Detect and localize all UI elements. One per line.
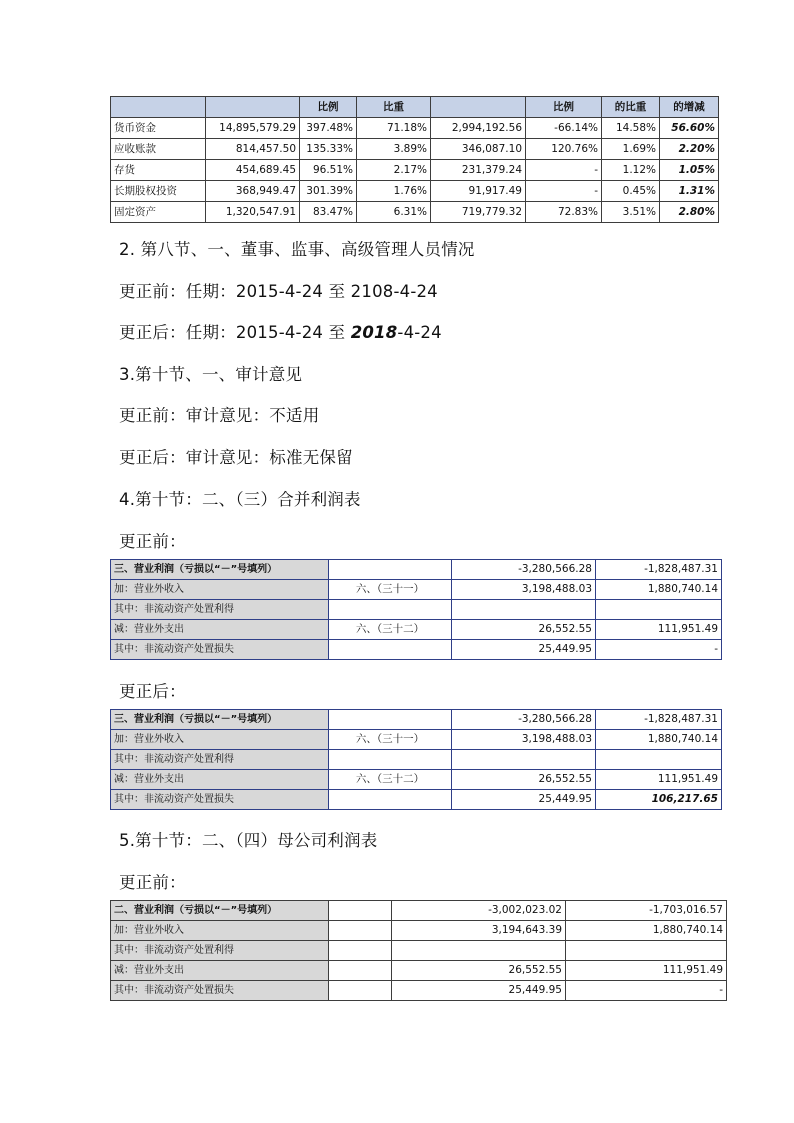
cell: 六、（三十二） — [329, 770, 452, 790]
cell — [329, 981, 392, 1001]
table-row — [111, 730, 722, 750]
term-year-corrected: 2018 — [350, 323, 398, 342]
cell: 1,880,740.14 — [596, 730, 722, 750]
correction-after-term — [119, 319, 442, 343]
cell: 397.48% — [300, 118, 357, 139]
cell: 1.76% — [357, 181, 431, 202]
cell — [329, 790, 452, 810]
cell: 3.89% — [357, 139, 431, 160]
cell: - — [526, 181, 602, 202]
table-row — [111, 202, 719, 223]
header-cell: 比例 — [300, 97, 357, 118]
cell — [329, 750, 452, 770]
header-cell — [431, 97, 526, 118]
cell: 120.76% — [526, 139, 602, 160]
cell — [452, 600, 596, 620]
cell: 3,198,488.03 — [452, 730, 596, 750]
cell — [329, 600, 452, 620]
correction-before-term: 更正前：任期：2015-4-24 至 2108-4-24 — [119, 282, 438, 301]
cell: 814,457.50 — [206, 139, 300, 160]
cell: - — [526, 160, 602, 181]
row-label: 减：营业外支出 — [111, 770, 329, 790]
cell: -1,828,487.31 — [596, 710, 722, 730]
cell: 25,449.95 — [452, 790, 596, 810]
cell — [566, 941, 727, 961]
cell: 1,880,740.14 — [596, 580, 722, 600]
row-label: 加：营业外收入 — [111, 730, 329, 750]
asset-ratio-table — [110, 96, 719, 223]
cell: - — [596, 640, 722, 660]
row-label: 三、营业利润（亏损以“－”号填列） — [111, 710, 329, 730]
cell: 25,449.95 — [392, 981, 566, 1001]
cell: -3,280,566.28 — [452, 710, 596, 730]
cell — [596, 750, 722, 770]
cell: 71.18% — [357, 118, 431, 139]
table-row — [111, 640, 722, 660]
cell: 96.51% — [300, 160, 357, 181]
cell: 26,552.55 — [452, 770, 596, 790]
row-label: 固定资产 — [111, 202, 206, 223]
section-heading-directors: 2. 第八节、一、董事、监事、高级管理人员情况 — [119, 240, 475, 259]
section-heading-parent: 5.第十节：二、（四）母公司利润表 — [119, 831, 378, 850]
cell: - — [566, 981, 727, 1001]
table-row — [111, 600, 722, 620]
header-cell: 比例 — [526, 97, 602, 118]
row-label: 应收账款 — [111, 139, 206, 160]
cell: 56.60% — [660, 118, 719, 139]
row-label: 减：营业外支出 — [111, 620, 329, 640]
row-label: 减：营业外支出 — [111, 961, 329, 981]
table-row — [111, 961, 727, 981]
row-label: 其中：非流动资产处置损失 — [111, 790, 329, 810]
row-label: 其中：非流动资产处置损失 — [111, 640, 329, 660]
cell: 231,379.24 — [431, 160, 526, 181]
table-row — [111, 770, 722, 790]
table-row — [111, 620, 722, 640]
cell: -1,703,016.57 — [566, 901, 727, 921]
correction-after-label: 更正后： — [119, 682, 186, 701]
header-cell: 的比重 — [602, 97, 660, 118]
cell — [329, 640, 452, 660]
cell: 91,917.49 — [431, 181, 526, 202]
cell: 2.17% — [357, 160, 431, 181]
table-row — [111, 118, 719, 139]
cell — [329, 941, 392, 961]
row-label: 其中：非流动资产处置利得 — [111, 750, 329, 770]
table-row — [111, 901, 727, 921]
table-row — [111, 981, 727, 1001]
row-label: 加：营业外收入 — [111, 921, 329, 941]
parent-income-before-table — [110, 900, 727, 1001]
table-row — [111, 580, 722, 600]
cell — [329, 961, 392, 981]
row-label: 二、营业利润（亏损以“－”号填列） — [111, 901, 329, 921]
cell: 346,087.10 — [431, 139, 526, 160]
table-row — [111, 139, 719, 160]
cell: 2.80% — [660, 202, 719, 223]
row-label: 其中：非流动资产处置利得 — [111, 600, 329, 620]
corrected-cell: 106,217.65 — [596, 790, 722, 810]
cell: 72.83% — [526, 202, 602, 223]
row-label: 三、营业利润（亏损以“－”号填列） — [111, 560, 329, 580]
cell: -3,002,023.02 — [392, 901, 566, 921]
cell: 1.31% — [660, 181, 719, 202]
row-label: 加：营业外收入 — [111, 580, 329, 600]
cell: 1.12% — [602, 160, 660, 181]
cell — [329, 921, 392, 941]
cell: 2,994,192.56 — [431, 118, 526, 139]
cell: 6.31% — [357, 202, 431, 223]
cell: 83.47% — [300, 202, 357, 223]
cell: 454,689.45 — [206, 160, 300, 181]
header-cell: 的增减 — [660, 97, 719, 118]
table-row — [111, 181, 719, 202]
term-prefix: 更正后：任期：2015-4-24 至 — [119, 323, 351, 342]
table-row — [111, 750, 722, 770]
cell: -3,280,566.28 — [452, 560, 596, 580]
cell — [452, 750, 596, 770]
cell: 2.20% — [660, 139, 719, 160]
section-heading-consolidated: 4.第十节：二、（三）合并利润表 — [119, 490, 361, 509]
row-label: 存货 — [111, 160, 206, 181]
table-row — [111, 560, 722, 580]
consolidated-income-before-table — [110, 559, 722, 660]
cell: 111,951.49 — [566, 961, 727, 981]
table-row — [111, 710, 722, 730]
cell: 0.45% — [602, 181, 660, 202]
cell — [329, 560, 452, 580]
cell: 3,194,643.39 — [392, 921, 566, 941]
table-row — [111, 941, 727, 961]
row-label: 其中：非流动资产处置损失 — [111, 981, 329, 1001]
cell: 六、（三十一） — [329, 580, 452, 600]
cell — [329, 901, 392, 921]
cell: 26,552.55 — [392, 961, 566, 981]
row-label: 长期股权投资 — [111, 181, 206, 202]
cell: 14,895,579.29 — [206, 118, 300, 139]
cell: 135.33% — [300, 139, 357, 160]
cell: 14.58% — [602, 118, 660, 139]
row-label: 其中：非流动资产处置利得 — [111, 941, 329, 961]
cell: 1,880,740.14 — [566, 921, 727, 941]
cell: 25,449.95 — [452, 640, 596, 660]
correction-after-audit: 更正后：审计意见：标准无保留 — [119, 448, 353, 467]
cell: 六、（三十二） — [329, 620, 452, 640]
cell — [596, 600, 722, 620]
cell: 3.51% — [602, 202, 660, 223]
table-row — [111, 160, 719, 181]
correction-before-label: 更正前： — [119, 532, 186, 551]
header-cell — [206, 97, 300, 118]
row-label: 货币资金 — [111, 118, 206, 139]
cell: 六、（三十一） — [329, 730, 452, 750]
table-row — [111, 921, 727, 941]
cell: 111,951.49 — [596, 770, 722, 790]
cell: 719,779.32 — [431, 202, 526, 223]
section-heading-audit: 3.第十节、一、审计意见 — [119, 365, 303, 384]
cell — [392, 941, 566, 961]
header-cell: 比重 — [357, 97, 431, 118]
cell — [329, 710, 452, 730]
cell: 1.69% — [602, 139, 660, 160]
cell: -66.14% — [526, 118, 602, 139]
consolidated-income-after-table — [110, 709, 722, 810]
table-header-row — [111, 97, 719, 118]
correction-before-audit: 更正前：审计意见：不适用 — [119, 406, 320, 425]
cell: -1,828,487.31 — [596, 560, 722, 580]
cell: 26,552.55 — [452, 620, 596, 640]
cell: 301.39% — [300, 181, 357, 202]
cell: 368,949.47 — [206, 181, 300, 202]
header-cell — [111, 97, 206, 118]
table-row — [111, 790, 722, 810]
cell: 1,320,547.91 — [206, 202, 300, 223]
correction-before-label-2: 更正前： — [119, 873, 186, 892]
cell: 3,198,488.03 — [452, 580, 596, 600]
cell: 111,951.49 — [596, 620, 722, 640]
term-suffix: -4-24 — [397, 323, 442, 342]
cell: 1.05% — [660, 160, 719, 181]
